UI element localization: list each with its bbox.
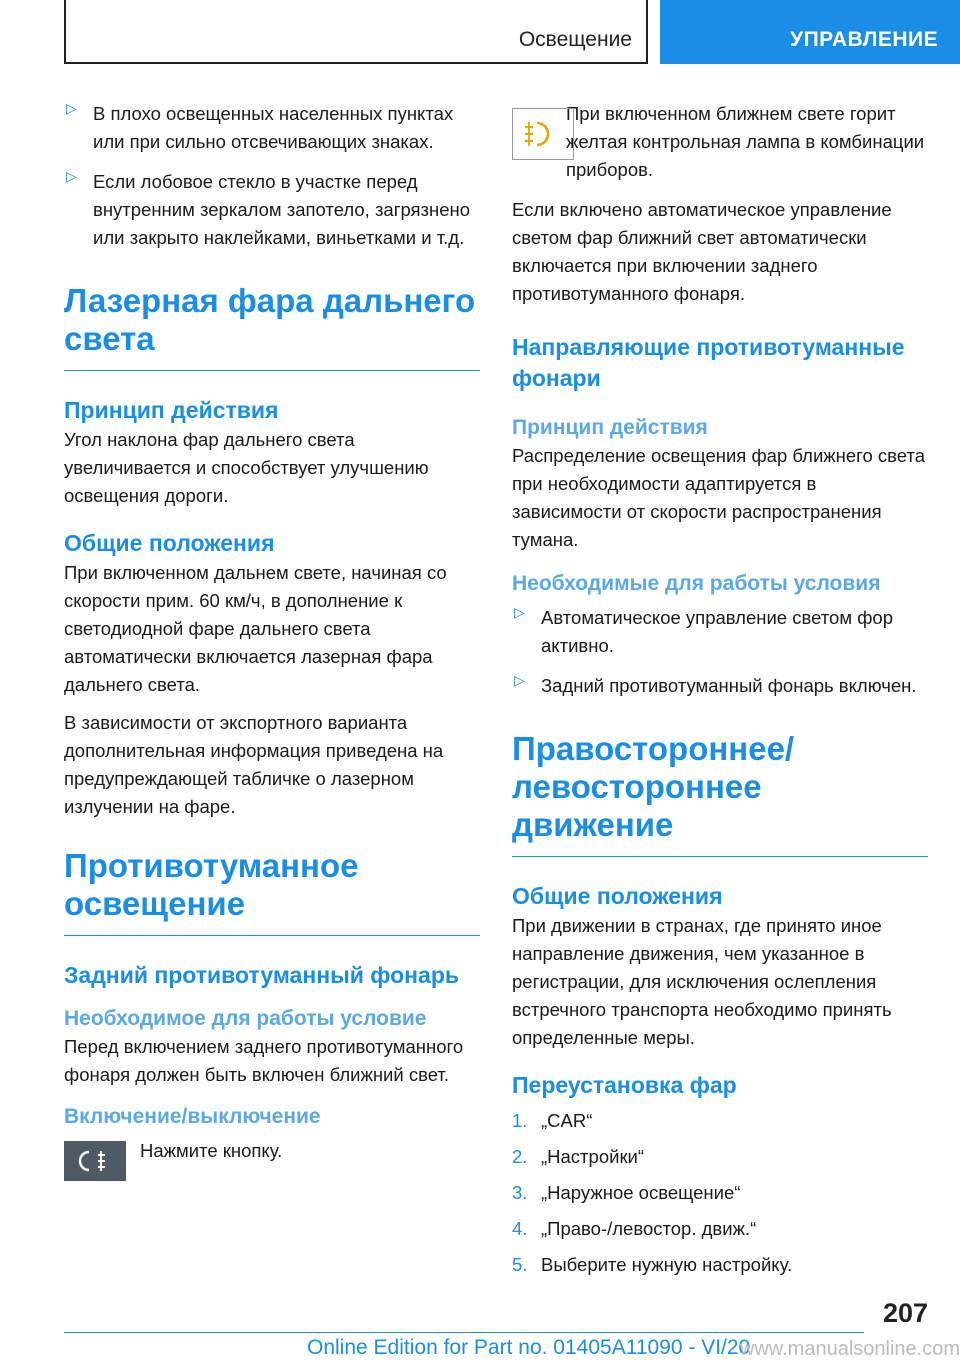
- fog-section-title: Противотуманное освещение: [64, 847, 480, 936]
- header-chapter-tab: [660, 0, 960, 64]
- header-chapter-label: УПРАВЛЕНИЕ: [790, 28, 939, 51]
- bullet-text: В плохо освещенных населенных пунктах или при сильно отсвечивающих знаках.: [93, 103, 454, 152]
- laser-section-title: Лазерная фара дальнего света: [64, 282, 480, 371]
- step-number: 4.: [512, 1218, 528, 1239]
- laser-general-text-1: При включенном дальнем свете, начиная со скорости прим. 60 км/ч, в дополнение к светодиодной фаре дальнего света автоматически включается лазерная фара дальнего света.: [64, 562, 447, 695]
- rear-fog-light-button-icon: [64, 1141, 126, 1181]
- step-text: „CAR“: [541, 1110, 593, 1131]
- triangle-bullet-icon: ▷: [66, 100, 77, 116]
- guide-requirement-heading: Необходимые для работы условия: [512, 572, 881, 595]
- footer-edition: Online Edition for Part no. 01405A11090 - VI/20: [307, 1336, 751, 1359]
- steps-list: [512, 1107, 928, 1279]
- triangle-bullet-icon: ▷: [66, 168, 77, 184]
- laser-general-text-2: В зависимости от экспортного варианта дополнительная информация приведена на предупреждающей табличке о лазерном излучении на фаре.: [64, 712, 444, 817]
- list-item: [512, 1215, 928, 1243]
- bullet-text: Задний противотуманный фонарь включен.: [541, 675, 917, 696]
- step-number: 3.: [512, 1182, 528, 1203]
- list-item: [64, 100, 480, 156]
- onoff-row: [64, 1137, 480, 1189]
- page-number: 207: [882, 1298, 928, 1328]
- rear-fog-requirement-heading: Необходимое для работы условие: [64, 1007, 427, 1030]
- header-section-label: Освещение: [518, 28, 632, 51]
- list-item: [512, 1251, 928, 1279]
- traffic-section-title: Правостороннее/ левостороннее движение: [512, 730, 928, 857]
- bullet-text: Автоматическое управление светом фор активно.: [541, 607, 893, 656]
- rear-fog-requirement-text: Перед включением заднего противотуманного фонаря должен быть включен ближний свет.: [64, 1036, 464, 1085]
- right-column: [512, 100, 928, 1287]
- left-column: [64, 100, 480, 1189]
- bullet-text: Если лобовое стекло в участке перед внутренним зеркалом запотело, загрязнено или закрыто наклейками, виньетками и т.д.: [93, 171, 471, 248]
- guide-fog-title: Направляющие противотуманные фонари: [512, 334, 905, 391]
- guide-principle-heading: Принцип действия: [512, 416, 708, 439]
- triangle-bullet-icon: ▷: [514, 672, 525, 688]
- onoff-text: Нажмите кнопку.: [140, 1140, 283, 1161]
- rear-fog-heading: Задний противотуманный фонарь: [64, 962, 460, 988]
- triangle-bullet-icon: ▷: [514, 604, 525, 620]
- list-item: [64, 168, 480, 252]
- onoff-heading: Включение/выключение: [64, 1105, 321, 1128]
- indicator-row: [512, 100, 928, 184]
- step-text: „Право-/левостор. движ.“: [541, 1218, 757, 1239]
- step-number: 2.: [512, 1146, 528, 1167]
- guide-principle-text: Распределение освещения фар ближнего света при необходимости адаптируется в зависимости от скорости распространения тумана.: [512, 445, 926, 550]
- auto-light-text: Если включено автоматическое управление светом фар ближний свет автоматически включается при включении заднего противотуманного фонаря.: [512, 199, 892, 304]
- laser-general-heading: Общие положения: [64, 530, 275, 556]
- list-item: [512, 672, 928, 700]
- list-item: [512, 604, 928, 660]
- list-item: [512, 1179, 928, 1207]
- traffic-general-heading: Общие положения: [512, 883, 723, 909]
- step-text: „Настройки“: [541, 1146, 645, 1167]
- list-item: [512, 1107, 928, 1135]
- step-number: 1.: [512, 1110, 528, 1131]
- watermark: www.manualsonline.com: [739, 1338, 960, 1360]
- laser-principle-text: Угол наклона фар дальнего света увеличивается и способствует улучшению освещения дороги.: [64, 429, 429, 506]
- footer-divider: [64, 1332, 864, 1333]
- step-number: 5.: [512, 1254, 528, 1275]
- header-section-tab: [64, 0, 648, 64]
- laser-principle-heading: Принцип действия: [64, 397, 279, 423]
- traffic-general-text: При движении в странах, где принято иное направление движения, чем указанное в регистрации, для исключения ослепления встречного транспорта необходимо принять определенные меры.: [512, 915, 892, 1048]
- list-item: [512, 1143, 928, 1171]
- step-text: Выберите нужную настройку.: [541, 1254, 793, 1275]
- indicator-text: При включенном ближнем свете горит желтая контрольная лампа в комбинации приборов.: [566, 103, 925, 180]
- step-text: „Наружное освещение“: [541, 1182, 741, 1203]
- adjust-headlights-heading: Переустановка фар: [512, 1072, 737, 1098]
- rear-fog-indicator-lamp-icon: [512, 108, 574, 160]
